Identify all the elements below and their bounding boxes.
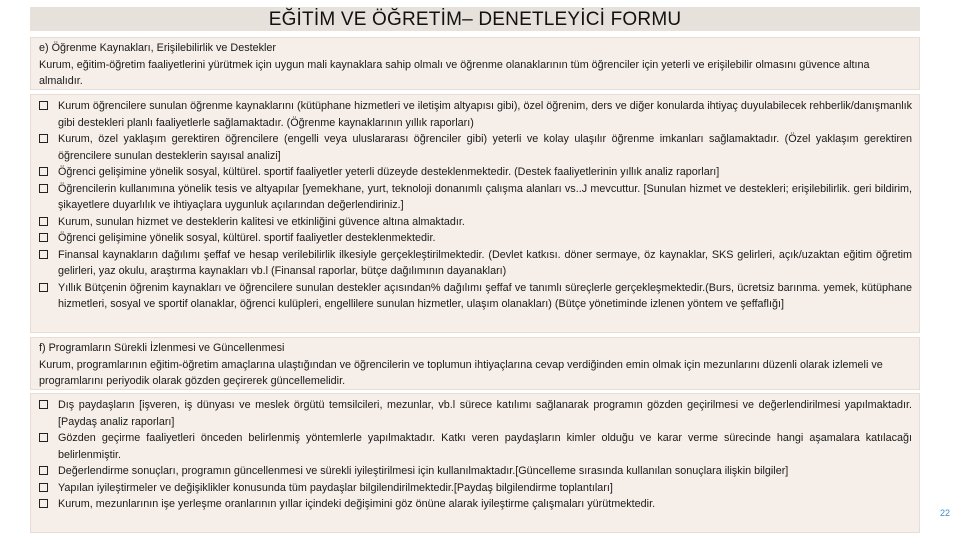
section-f-checklist [30,393,920,533]
checkbox[interactable] [39,217,48,226]
checklist-item-text: Gözden geçirme faaliyetleri önceden belirlenmiş yöntemlerle yapılmaktadır. Katkı veren paydaşların kimler olduğu ve karar verme sürecinde hangi aşamalara katılacağı belirlenmiştir. [58,432,912,461]
checklist-item-text: Finansal kaynakların dağılımı şeffaf ve hesap verilebilirlik ilkesiyle gerçekleştirilmektedir. (Devlet katkısı. döner sermaye, öz kaynaklar, SKS gelirleri, açık/uzaktan eğitim öğretim gelirleri, yaz okulu, araştırma kaynakları vb.l (Finansal raporlar, bütçe dağılımının dayanakları) [58,248,912,277]
checklist-item-text: Yıllık Bütçenin öğrenim kaynakları ve öğrencilere sunulan destekler açısından% dağılımı şeffaf ve tanımlı süreçlerle gerçekleşmektedir.(Burs, ücretsiz barınma. yemek, kütüphane hizmetleri, sosyal ve sportif olanaklar, öğrenci kulüpleri, engellilere sunulan hizmetler, ulaşım olanakları) (Bütçe yönetiminde izlenen yöntem ve şeffaflığı] [58,281,912,310]
checkbox[interactable] [39,134,48,143]
checklist-item-text: Öğrenci gelişimine yönelik sosyal, kültürel. sportif faaliyetler yeterli düzeyde desteklenmektedir. (Destek faaliyetlerinin yıllık analiz raporları] [58,166,720,178]
checklist-item [39,430,912,463]
checklist-item-text: Öğrencilerin kullanımına yönelik tesis ve altyapılar [yemekhane, yurt, teknoloji donanımlı çalışma alanları vs..J mevcuttur. [Sunulan hizmet ve destekleri; erişilebilirlik. geri bildirim, şikayetlere duyarlılık ve ihtiyaçlara uygunluk açılarından değerlendiriniz.] [58,182,912,211]
checklist-item-text: Kurum, sunulan hizmet ve desteklerin kalitesi ve etkinliğini güvence altına almaktadır. [58,215,465,228]
checklist-item [39,247,912,280]
section-f-header [30,337,920,390]
checkbox[interactable] [39,167,48,176]
checkbox[interactable] [39,233,48,242]
checkbox[interactable] [39,283,48,292]
page-number: 22 [940,508,951,518]
checkbox[interactable] [39,499,48,508]
checklist-item [39,480,912,497]
checkbox[interactable] [39,184,48,193]
checklist-item [39,280,912,313]
checklist-item [39,164,912,181]
section-e-description: Kurum, eğitim-öğretim faaliyetlerini yürütmek için uygun mali kaynaklara sahip olmalı ve öğrenme olanaklarının tüm öğrenciler için yeterli ve erişilebilir olmasını güvence altına almalıdır. [39,58,870,87]
checklist-item-text: Değerlendirme sonuçları, programın güncellenmesi ve sürekli iyileştirilmesi için kullanılmaktadır.[Güncelleme sırasında kullanılan sonuçlara ilişkin bilgiler] [58,465,789,477]
checklist-item [39,230,912,247]
checklist-item-text: Öğrenci gelişimine yönelik sosyal, kültürel. sportif faaliyetler desteklenmektedir. [58,232,436,244]
checklist-item-text: Kurum, özel yaklaşım gerektiren öğrencilere (engelli veya uluslararası öğrenciler gibi) yeterli ve kolay ulaşılır öğrenme imkanları sağlamaktadır. (Özel yaklaşım gerektiren öğrencilere sunulan desteklerin sayısal analizi] [58,133,912,162]
checklist-item [39,496,912,513]
checklist-item [39,463,912,480]
checkbox[interactable] [39,250,48,259]
checklist-item-text: Yapılan iyileştirmeler ve değişiklikler konusunda tüm paydaşlar bilgilendirilmektedir.[Paydaş bilgilendirme toplantıları] [58,481,613,494]
checklist-item [39,181,912,214]
checklist-item [39,131,912,164]
section-e-checklist [30,94,920,333]
checkbox[interactable] [39,400,48,409]
checkbox[interactable] [39,433,48,442]
section-f-heading: f) Programların Sürekli İzlenmesi ve Güncellenmesi [39,342,285,354]
section-e-header [30,37,920,90]
checklist-item-text: Kurum öğrencilere sunulan öğrenme kaynaklarını (kütüphane hizmetleri ve iletişim altyapısı gibi), özel öğrenim, ders ve diğer konularda ihtiyaç duyulabilecek rehberlik/danışmanlık gibi destekleri planlı faaliyetlerle sağlamaktadır. (Öğrenme kaynaklarının yıllık raporları) [58,100,912,129]
checkbox[interactable] [39,483,48,492]
checklist-item [39,98,912,131]
checkbox[interactable] [39,101,48,110]
checklist-item-text: Kurum, mezunlarının işe yerleşme oranlarının yıllar içindeki değişimini göz önüne alarak iyileştirme çalışmaları yürütmektedir. [58,498,656,510]
page-title: EĞİTİM VE ÖĞRETİM– DENETLEYİCİ FORMU [30,7,920,31]
checklist-item [39,397,912,430]
section-f-description: Kurum, programlarının eğitim-öğretim amaçlarına ulaştığından ve öğrencilerin ve toplumun ihtiyaçlarına cevap verdiğinden emin olmak için mezunlarını düzenli olarak izlemeli ve programlarını periyodik olarak gözden geçirerek güncellemelidir. [39,358,883,387]
section-e-heading: e) Öğrenme Kaynakları, Erişilebilirlik ve Destekler [39,42,277,54]
checklist-item [39,214,912,231]
checkbox[interactable] [39,466,48,475]
checklist-item-text: Dış paydaşların [işveren, iş dünyası ve meslek örgütü temsilcileri, mezunlar, vb.l sürece katılımı sağlanarak programın gözden geçirilmesi ve değerlendirilmesi yapılmaktadır. [Paydaş analiz raporları] [58,399,912,428]
